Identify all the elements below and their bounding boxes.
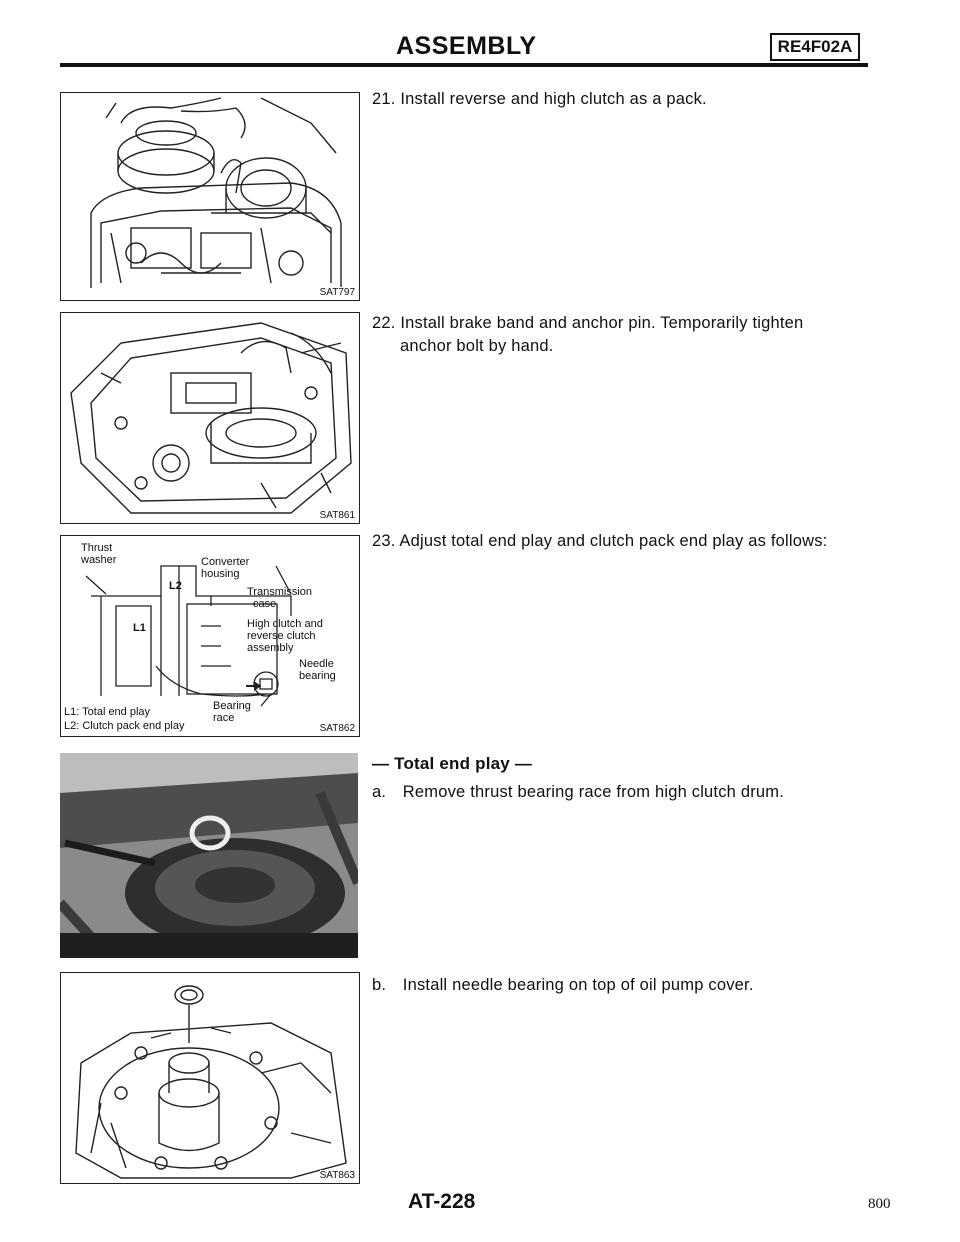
step-letter: a. bbox=[372, 783, 387, 801]
label-converter-housing: Converter housing bbox=[201, 556, 250, 580]
page-title: ASSEMBLY bbox=[396, 32, 537, 60]
step-b bbox=[372, 974, 754, 997]
needle-bearing-illustration bbox=[61, 973, 359, 1183]
figure-bearing-race-photo bbox=[60, 753, 358, 958]
header-rule bbox=[60, 63, 868, 67]
step-letter: b. bbox=[372, 976, 387, 994]
step-text: Adjust total end play and clutch pack end play as follows: bbox=[399, 532, 828, 550]
figure-brake-band-install bbox=[60, 312, 360, 524]
step-text-line2: anchor bolt by hand. bbox=[400, 337, 554, 355]
figure-code: SAT863 bbox=[319, 1170, 355, 1181]
figure-end-play-diagram bbox=[60, 535, 360, 737]
figure-clutch-pack-install bbox=[60, 92, 360, 301]
figure-code: SAT797 bbox=[319, 287, 355, 298]
page-number: 800 bbox=[868, 1196, 891, 1212]
figure-code: SAT862 bbox=[319, 723, 355, 734]
label-thrust-washer: Thrust washer bbox=[81, 542, 117, 566]
step-text: Install reverse and high clutch as a pack. bbox=[400, 90, 707, 108]
step-text: Remove thrust bearing race from high clutch drum. bbox=[402, 783, 785, 801]
step-23 bbox=[372, 530, 827, 553]
step-a bbox=[372, 781, 784, 804]
step-21 bbox=[372, 88, 707, 111]
brake-band-illustration bbox=[61, 313, 359, 523]
label-needle-bearing: Needle bearing bbox=[299, 658, 336, 682]
legend-l1: L1: Total end play bbox=[64, 706, 151, 718]
label-bearing-race: Bearing race bbox=[213, 700, 251, 724]
bearing-race-photo bbox=[60, 753, 358, 958]
legend-l2: L2: Clutch pack end play bbox=[64, 720, 185, 732]
step-text-line1: Install brake band and anchor pin. Temporarily tighten bbox=[400, 314, 804, 332]
figure-code: SAT861 bbox=[319, 510, 355, 521]
model-badge: RE4F02A bbox=[770, 33, 860, 61]
step-number: 22. bbox=[372, 314, 396, 332]
label-transmission-case: Transmission case bbox=[247, 586, 312, 610]
step-22 bbox=[372, 312, 803, 358]
label-l1-tag: L1 bbox=[133, 622, 146, 634]
section-heading-total-end-play: — Total end play — bbox=[372, 754, 533, 773]
step-number: 21. bbox=[372, 90, 396, 108]
label-l2-tag: L2 bbox=[169, 580, 182, 592]
step-number: 23. bbox=[372, 532, 396, 550]
label-high-clutch: High clutch and reverse clutch assembly bbox=[247, 618, 323, 654]
step-text: Install needle bearing on top of oil pump cover. bbox=[402, 976, 754, 994]
clutch-pack-illustration bbox=[61, 93, 359, 300]
figure-needle-bearing-install bbox=[60, 972, 360, 1184]
page-label: AT-228 bbox=[408, 1190, 476, 1213]
